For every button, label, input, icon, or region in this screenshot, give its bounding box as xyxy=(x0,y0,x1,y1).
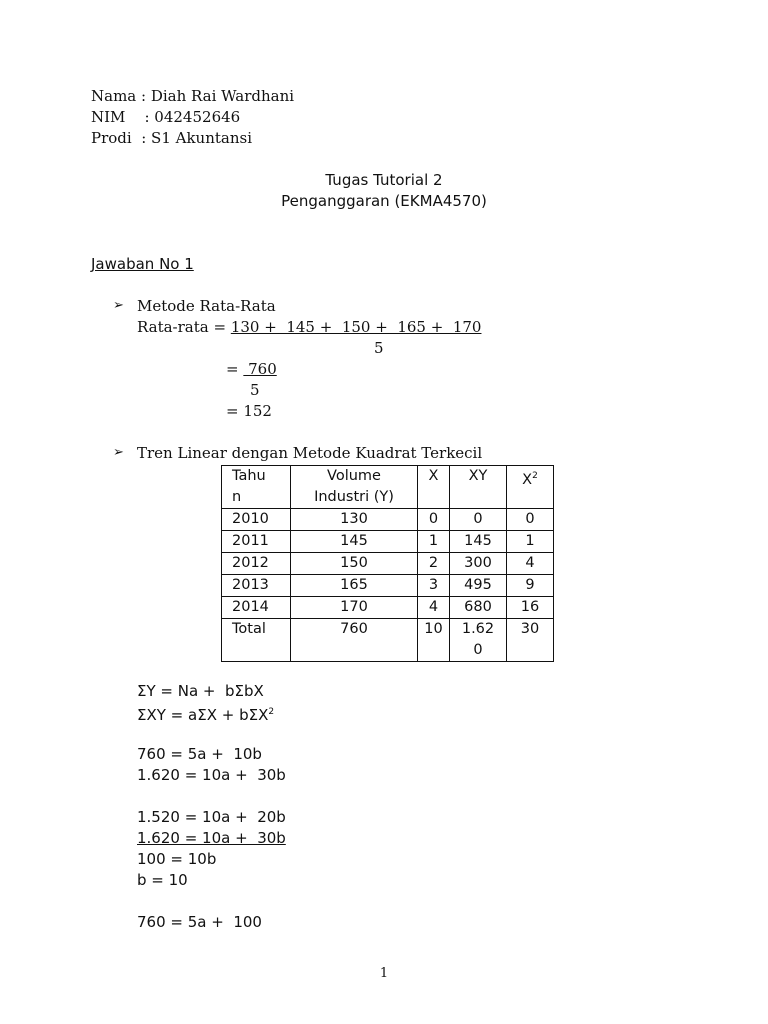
step1-denominator: 5 xyxy=(250,381,260,399)
cell-x2: 0 xyxy=(507,509,554,531)
col-header-tahun: Tahu n xyxy=(222,466,291,509)
section-heading: Jawaban No 1 xyxy=(91,255,194,273)
doc-title: Tugas Tutorial 2 xyxy=(325,171,443,189)
cell-volume: 145 xyxy=(291,531,418,553)
table-row xyxy=(222,531,554,553)
cell-xy: 495 xyxy=(450,575,507,597)
cell-x: 4 xyxy=(418,597,450,619)
step1-numerator: 760 xyxy=(243,360,277,378)
cell-x: 3 xyxy=(418,575,450,597)
elimination-eq-1: 1.520 = 10a + 20b xyxy=(137,808,286,826)
method1-title: Metode Rata-Rata xyxy=(137,297,276,315)
cell-x2: 16 xyxy=(507,597,554,619)
eq2-exponent: 2 xyxy=(268,707,275,717)
cell-volume: 130 xyxy=(291,509,418,531)
table-total-row xyxy=(222,619,554,662)
total-cell-x2: 30 xyxy=(507,619,554,662)
elimination-result: 100 = 10b xyxy=(137,850,217,868)
cell-tahun: 2012 xyxy=(222,553,291,575)
eq2-base: ΣXY = aΣX + bΣX xyxy=(137,706,269,724)
cell-tahun: 2010 xyxy=(222,509,291,531)
substituted-eq-2: 1.620 = 10a + 30b xyxy=(137,766,286,784)
cell-tahun: 2014 xyxy=(222,597,291,619)
total-cell-tahun: Total xyxy=(222,619,291,662)
cell-volume: 165 xyxy=(291,575,418,597)
cell-x2: 9 xyxy=(507,575,554,597)
cell-volume: 170 xyxy=(291,597,418,619)
cell-x: 0 xyxy=(418,509,450,531)
normal-equation-1: ΣY = Na + bΣbX xyxy=(137,682,264,700)
col-header-x: X xyxy=(418,466,450,509)
col-header-volume: Volume Industri (Y) xyxy=(291,466,418,509)
cell-xy: 680 xyxy=(450,597,507,619)
col-header-xy: XY xyxy=(450,466,507,509)
cell-x2: 4 xyxy=(507,553,554,575)
table-row xyxy=(222,553,554,575)
cell-xy: 145 xyxy=(450,531,507,553)
a-equation: 760 = 5a + 100 xyxy=(137,913,262,931)
step1-prefix: = xyxy=(226,360,244,378)
x2-base: X xyxy=(522,471,533,488)
formula-numerator: 130 + 145 + 150 + 165 + 170 xyxy=(230,318,482,336)
method1-result: = 152 xyxy=(226,402,272,420)
cell-x: 1 xyxy=(418,531,450,553)
total-cell-volume: 760 xyxy=(291,619,418,662)
substituted-eq-1: 760 = 5a + 10b xyxy=(137,745,262,763)
cell-x: 2 xyxy=(418,553,450,575)
cell-tahun: 2011 xyxy=(222,531,291,553)
cell-volume: 150 xyxy=(291,553,418,575)
total-cell-x: 10 xyxy=(418,619,450,662)
cell-xy: 300 xyxy=(450,553,507,575)
x2-exponent: 2 xyxy=(532,471,538,481)
table-row xyxy=(222,575,554,597)
table-header-row xyxy=(222,466,554,509)
table-body xyxy=(222,509,554,662)
table-row xyxy=(222,509,554,531)
b-value: b = 10 xyxy=(137,871,188,889)
col-header-x2 xyxy=(507,466,554,509)
cell-tahun: 2013 xyxy=(222,575,291,597)
formula-denominator: 5 xyxy=(374,339,384,357)
table-row xyxy=(222,597,554,619)
bullet-arrow-icon: ➢ xyxy=(113,298,124,313)
total-cell-xy: 1.62 0 xyxy=(450,619,507,662)
method1-formula xyxy=(137,317,481,337)
doc-subtitle: Penganggaran (EKMA4570) xyxy=(281,192,487,210)
least-squares-table xyxy=(221,465,554,662)
normal-equation-2 xyxy=(137,702,274,725)
cell-x2: 1 xyxy=(507,531,554,553)
student-nim: NIM : 042452646 xyxy=(91,108,241,126)
cell-xy: 0 xyxy=(450,509,507,531)
method2-title: Tren Linear dengan Metode Kuadrat Terkecil xyxy=(137,444,483,462)
step1 xyxy=(226,359,277,379)
elimination-eq-2: 1.620 = 10a + 30b xyxy=(137,829,286,847)
page-number: 1 xyxy=(379,966,389,981)
student-prodi: Prodi : S1 Akuntansi xyxy=(91,129,253,147)
bullet-arrow-icon: ➢ xyxy=(113,445,124,460)
student-name: Nama : Diah Rai Wardhani xyxy=(91,87,295,105)
formula-prefix: Rata-rata = xyxy=(137,318,231,336)
